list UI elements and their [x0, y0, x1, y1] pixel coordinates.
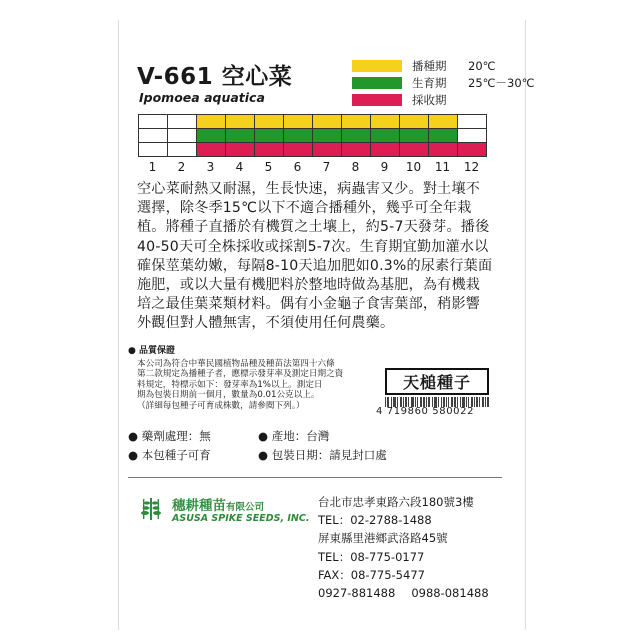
harvest-swatch — [352, 94, 402, 106]
divider — [128, 477, 502, 478]
description-line: 選擇，除冬季15℃以下不適合播種外，幾乎可全年栽 — [137, 200, 472, 217]
harvest-row — [139, 143, 487, 157]
quality-line: 本公司為符合中華民國植物品種及種苗法第四十六條 — [137, 358, 335, 369]
month-labels — [138, 160, 486, 174]
sowing-cell-3 — [197, 115, 226, 129]
sowing-cell-10 — [400, 115, 429, 129]
legend-label: 採收期 — [412, 92, 447, 107]
growth-cell-4 — [226, 129, 255, 143]
month-label: 8 — [351, 160, 360, 174]
address-taipei: 台北市忠孝東路六段180號3樓 — [318, 495, 474, 509]
month-label: 3 — [206, 160, 215, 174]
harvest-cell-2 — [168, 143, 197, 157]
growth-row — [139, 129, 487, 143]
sowing-cell-7 — [313, 115, 342, 129]
month-label: 1 — [148, 160, 157, 174]
product-name: 空心菜 — [221, 64, 293, 90]
growth-swatch — [352, 77, 402, 89]
sowing-cell-2 — [168, 115, 197, 129]
barcode-number: 4 719860 580022 — [376, 406, 475, 417]
info-pack-date: ● 包裝日期：請見封口處 — [258, 448, 387, 462]
quality-line: （詳細每包種子可育成株數，請參閱下列。） — [137, 400, 305, 411]
sowing-cell-6 — [284, 115, 313, 129]
legend-value: 25℃－30℃ — [468, 75, 535, 90]
quality-line: 第二款規定為播種子者，應標示發芽率及測定日期之資 — [137, 369, 344, 380]
growth-cell-5 — [255, 129, 284, 143]
month-label: 5 — [264, 160, 273, 174]
legend-harvest — [352, 92, 535, 107]
description-line: 施肥，或以大量有機肥料於整地時做為基肥，為有機栽 — [137, 277, 481, 294]
contact-info — [318, 493, 489, 602]
growth-cell-2 — [168, 129, 197, 143]
growth-cell-8 — [342, 129, 371, 143]
month-label: 12 — [463, 160, 480, 174]
description-line: 空心菜耐熱又耐濕，生長快速，病蟲害又少。對土壤不 — [137, 181, 481, 197]
brand-stamp: 天槌種子 — [385, 368, 489, 395]
product-title — [137, 58, 292, 91]
harvest-cell-7 — [313, 143, 342, 157]
harvest-cell-6 — [284, 143, 313, 157]
harvest-cell-11 — [429, 143, 458, 157]
harvest-cell-4 — [226, 143, 255, 157]
harvest-cell-12 — [458, 143, 487, 157]
growth-cell-9 — [371, 129, 400, 143]
quality-title: ● 品質保證 — [128, 346, 176, 356]
sowing-cell-5 — [255, 115, 284, 129]
latin-name: Ipomoea aquatica — [139, 90, 265, 105]
description-line: 確保莖葉幼嫩，每隔8-10天追加肥如0.3%的尿素行葉面 — [137, 257, 493, 274]
tel-taipei: TEL：02-2788-1488 — [318, 513, 432, 528]
growth-cell-1 — [139, 129, 168, 143]
description — [137, 180, 513, 334]
month-label: 7 — [322, 160, 331, 174]
wheat-logo-icon — [138, 496, 164, 522]
mobile-2: 0988-081488 — [411, 586, 489, 601]
sowing-swatch — [352, 60, 402, 72]
fax: FAX：08-775-5477 — [318, 567, 425, 582]
month-label: 9 — [380, 160, 389, 174]
legend-growth — [352, 75, 535, 90]
harvest-cell-8 — [342, 143, 371, 157]
growth-cell-3 — [197, 129, 226, 143]
company-name-en: ASUSA SPIKE SEEDS, INC. — [172, 513, 310, 524]
sowing-cell-12 — [458, 115, 487, 129]
legend-label: 播種期 — [412, 58, 447, 73]
sowing-cell-9 — [371, 115, 400, 129]
harvest-cell-5 — [255, 143, 284, 157]
quality-guarantee — [128, 346, 378, 412]
growth-cell-11 — [429, 129, 458, 143]
mobile-1: 0927-881488 — [318, 586, 396, 601]
sowing-cell-8 — [342, 115, 371, 129]
address-pingtung: 屏東縣里港鄉武洛路45號 — [318, 531, 448, 546]
harvest-cell-9 — [371, 143, 400, 157]
month-label: 2 — [177, 160, 186, 174]
growth-cell-6 — [284, 129, 313, 143]
description-line: 外觀但對人體無害，不須使用任何農藥。 — [137, 315, 395, 332]
sowing-cell-1 — [139, 115, 168, 129]
harvest-cell-3 — [197, 143, 226, 157]
month-label: 10 — [405, 160, 422, 174]
tel-pingtung: TEL：08-775-0177 — [318, 549, 425, 564]
harvest-cell-1 — [139, 143, 168, 157]
info-germination: ● 本包種子可育 — [128, 448, 211, 462]
growth-cell-12 — [458, 129, 487, 143]
legend-value: 20℃ — [468, 58, 496, 73]
growth-cell-10 — [400, 129, 429, 143]
legend-sowing — [352, 58, 535, 73]
sowing-row — [139, 115, 487, 129]
sowing-cell-4 — [226, 115, 255, 129]
info-treatment: ● 藥劑處理：無 — [128, 429, 211, 443]
description-line: 40-50天可全株採收或採割5-7次。生育期宜勤加灌水以 — [137, 238, 489, 255]
growth-cell-7 — [313, 129, 342, 143]
month-label: 11 — [434, 160, 451, 174]
description-line: 植。將種子直播於有機質之土壤上，約5-7天發芽。播後 — [137, 219, 490, 236]
info-origin: ● 產地：台灣 — [258, 429, 330, 443]
legend-label: 生育期 — [412, 75, 447, 90]
season-legend — [352, 58, 535, 109]
planting-calendar — [138, 114, 487, 157]
description-line: 培之最佳葉菜類材料。偶有小金龜子食害葉部，稍影響 — [137, 296, 481, 313]
quality-line: 期為包裝日期前一個月，數量為0.01公克以上。 — [137, 390, 320, 401]
sowing-cell-11 — [429, 115, 458, 129]
product-code: V-661 — [137, 64, 214, 90]
company-name: 穗耕種苗有限公司 — [172, 498, 265, 514]
harvest-cell-10 — [400, 143, 429, 157]
quality-line: 料規定，特標示如下：發芽率為1%以上。測定日 — [137, 379, 323, 390]
month-label: 6 — [293, 160, 302, 174]
month-label: 4 — [235, 160, 244, 174]
